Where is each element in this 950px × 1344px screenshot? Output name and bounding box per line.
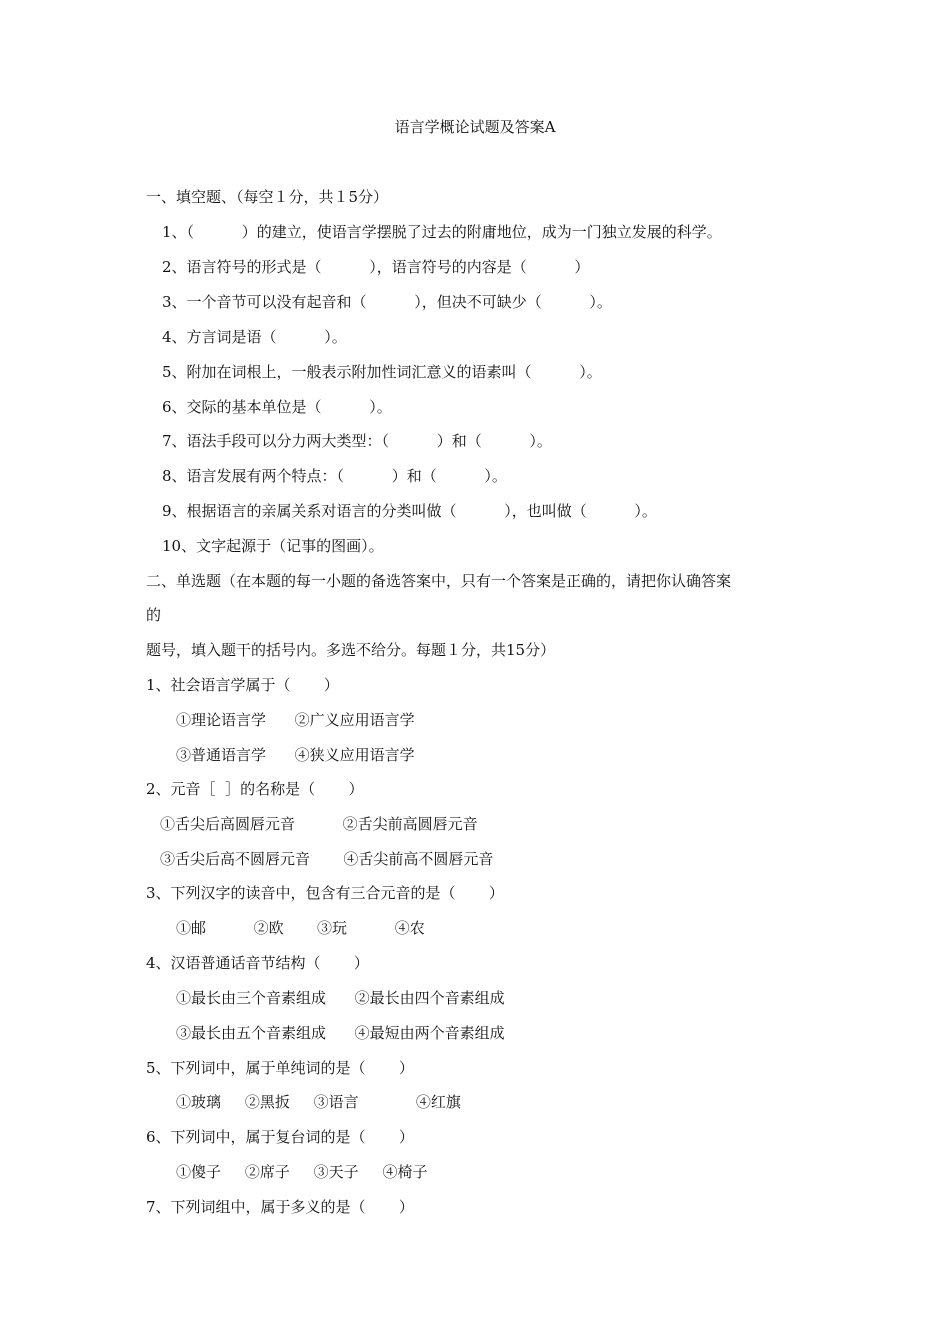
fill-blank-item-10: 10、文字起源于（记事的图画）。: [162, 537, 384, 555]
question-4-options-row-1: ①最长由三个音素组成 ②最长由四个音素组成: [176, 989, 505, 1007]
section1-heading: 一、填空题、（每空１分，共１5分）: [146, 188, 389, 206]
question-1-options-row-1: ①理论语言学 ②广义应用语言学: [176, 711, 415, 729]
question-2-options-row-2: ③舌尖后高不圆唇元音 ④舌尖前高不圆唇元音: [160, 850, 494, 868]
question-6-stem: 6、下列词中，属于复台词的是（ ）: [146, 1128, 414, 1146]
question-5-stem: 5、下列词中，属于单纯词的是（ ）: [146, 1059, 414, 1077]
fill-blank-item-1: 1、（ ）的建立，使语言学摆脱了过去的附庸地位，成为一门独立发展的科学。: [162, 223, 722, 241]
question-2-options-row-1: ①舌尖后高圆唇元音 ②舌尖前高圆唇元音: [160, 815, 478, 833]
fill-blank-item-5: 5、附加在词根上，一般表示附加性词汇意义的语素叫（ ）。: [162, 363, 602, 381]
section2-heading-line1: 二、单选题（在本题的每一小题的备选答案中，只有一个答案是正确的，请把你认确答案: [146, 572, 732, 590]
question-7-stem: 7、下列词组中，属于多义的是（ ）: [146, 1198, 414, 1216]
document-title: 语言学概论试题及答案A: [394, 118, 556, 136]
question-6-options-row-1: ①傻子 ②席子 ③天子 ④椅子: [176, 1163, 428, 1181]
fill-blank-item-8: 8、语言发展有两个特点：（ ）和（ ）。: [162, 467, 507, 485]
fill-blank-item-2: 2、语言符号的形式是（ ），语言符号的内容是（ ）: [162, 258, 590, 276]
question-1-options-row-2: ③普通语言学 ④狭义应用语言学: [176, 746, 415, 764]
question-4-stem: 4、汉语普通话音节结构（ ）: [146, 954, 369, 972]
question-1-stem: 1、社会语言学属于（ ）: [146, 676, 339, 694]
fill-blank-item-6: 6、交际的基本单位是（ ）。: [162, 398, 392, 416]
fill-blank-item-4: 4、方言词是语（ ）。: [162, 328, 347, 346]
fill-blank-item-7: 7、语法手段可以分力两大类型：（ ）和（ ）。: [162, 432, 552, 450]
question-5-options-row-1: ①玻璃 ②黑扳 ③语言 ④红旗: [176, 1093, 461, 1111]
question-4-options-row-2: ③最长由五个音素组成 ④最短由两个音素组成: [176, 1024, 505, 1042]
question-2-stem: 2、元音［ ］的名称是（ ）: [146, 780, 364, 798]
section2-heading-line2: 的: [146, 606, 162, 624]
fill-blank-item-9: 9、根据语言的亲属关系对语言的分类叫做（ ），也叫做（ ）。: [162, 502, 657, 520]
question-3-stem: 3、下列汉字的读音中，包含有三合元音的是（ ）: [146, 884, 504, 902]
question-3-options-row-1: ①邮 ②欧 ③玩 ④农: [176, 919, 425, 937]
fill-blank-item-3: 3、一个音节可以没有起音和（ ），但决不可缺少（ ）。: [162, 293, 612, 311]
section2-heading-line3: 题号，填入题干的括号内。多选不给分。每题１分，共15分）: [146, 641, 556, 659]
